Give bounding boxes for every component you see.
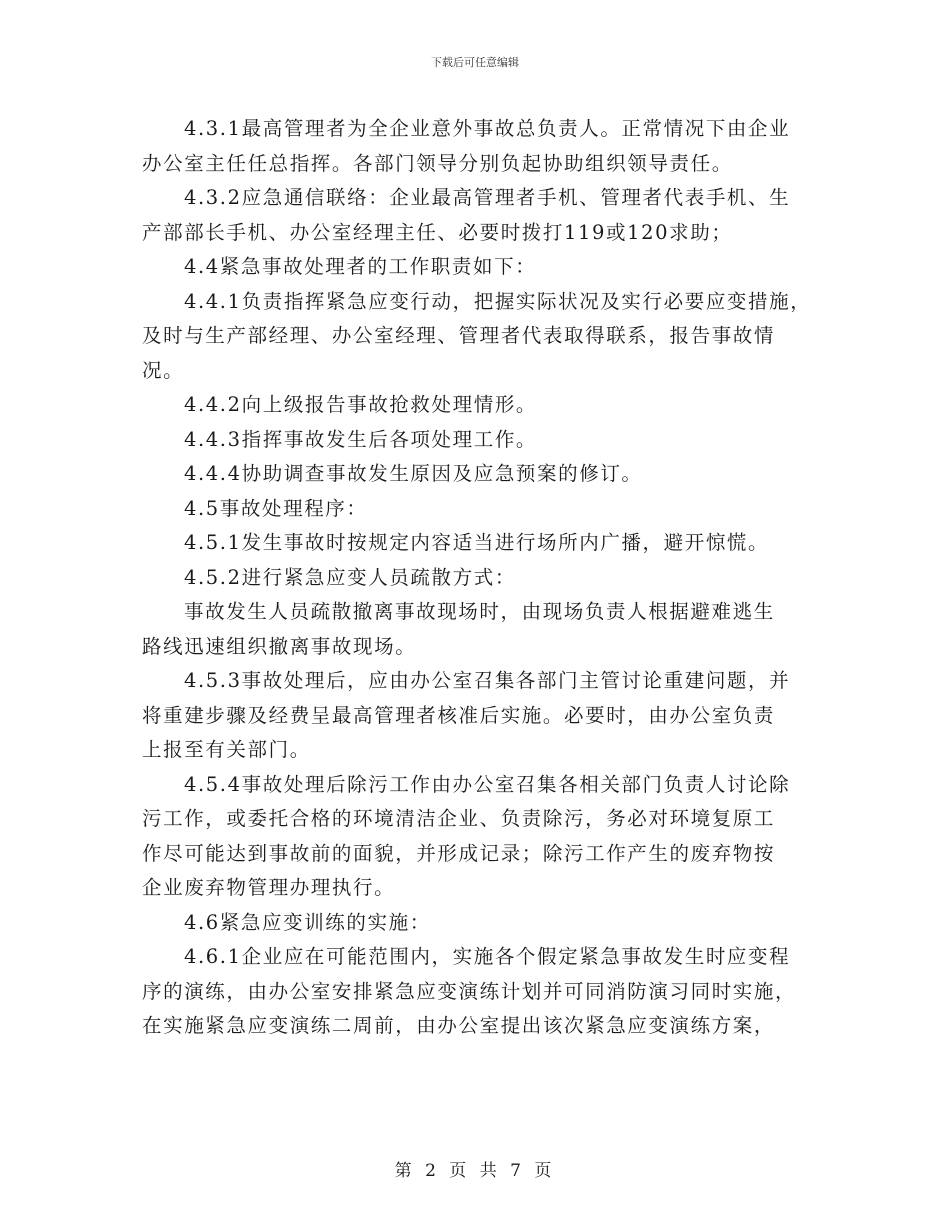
text-line: 产部部长手机、办公室经理主任、必要时拨打119或120求助； xyxy=(142,220,733,244)
text-line: 4.4.4协助调查事故发生原因及应急预案的修订。 xyxy=(184,462,643,485)
text-line: 上报至有关部门。 xyxy=(142,738,311,761)
text-line: 4.4紧急事故处理者的工作职责如下： xyxy=(184,255,537,278)
text-line: 办公室主任任总指挥。各部门领导分别负起协助组织领导责任。 xyxy=(142,151,733,175)
text-line: 在实施紧急应变演练二周前，由办公室提出该次紧急应变演练方案， xyxy=(142,1014,776,1037)
text-line: 4.4.3指挥事故发生后各项处理工作。 xyxy=(184,427,538,451)
text-line: 4.4.1负责指挥紧急应变行动，把握实际状况及实行必要应变措施， xyxy=(184,289,812,313)
text-line: 4.3.1最高管理者为全企业意外事故总负责人。正常情况下由企业 xyxy=(184,117,791,140)
text-line: 污工作，或委托合格的环境清洁企业、负责除污，务必对环境复原工 xyxy=(142,807,776,830)
text-line: 作尽可能达到事故前的面貌，并形成记录；除污工作产生的废弃物按 xyxy=(142,841,776,865)
text-line: 4.4.2向上级报告事故抢救处理情形。 xyxy=(184,393,538,416)
text-line: 企业废弃物管理办理执行。 xyxy=(142,876,396,899)
text-line: 序的演练，由办公室安排紧急应变演练计划并可同消防演习同时实施， xyxy=(142,979,797,1003)
text-line: 事故发生人员疏散撤离事故现场时，由现场负责人根据避难逃生 xyxy=(184,600,775,623)
text-line: 路线迅速组织撤离事故现场。 xyxy=(142,634,417,658)
text-line: 将重建步骤及经费呈最高管理者核准后实施。必要时，由办公室负责 xyxy=(142,703,776,727)
text-line: 况。 xyxy=(142,358,185,382)
text-line: 4.5.2进行紧急应变人员疏散方式： xyxy=(184,565,516,589)
text-line: 4.5.4事故处理后除污工作由办公室召集各相关部门负责人讨论除 xyxy=(184,772,791,796)
text-line: 及时与生产部经理、办公室经理、管理者代表取得联系，报告事故情 xyxy=(142,324,776,347)
page-footer: 第 2 页 共 7 页 xyxy=(394,1161,556,1181)
text-line: 4.6紧急应变训练的实施： xyxy=(184,910,431,934)
text-line: 4.5事故处理程序： xyxy=(184,496,368,520)
text-line: 4.5.3事故处理后，应由办公室召集各部门主管讨论重建问题，并 xyxy=(184,669,791,692)
document-body xyxy=(142,112,822,1044)
page-header: 下载后可任意编辑 xyxy=(431,56,519,69)
text-line: 4.3.2应急通信联络：企业最高管理者手机、管理者代表手机、生 xyxy=(184,186,791,209)
text-line: 4.5.1发生事故时按规定内容适当进行场所内广播，避开惊慌。 xyxy=(184,531,770,554)
text-line: 4.6.1企业应在可能范围内，实施各个假定紧急事故发生时应变程 xyxy=(184,945,791,968)
